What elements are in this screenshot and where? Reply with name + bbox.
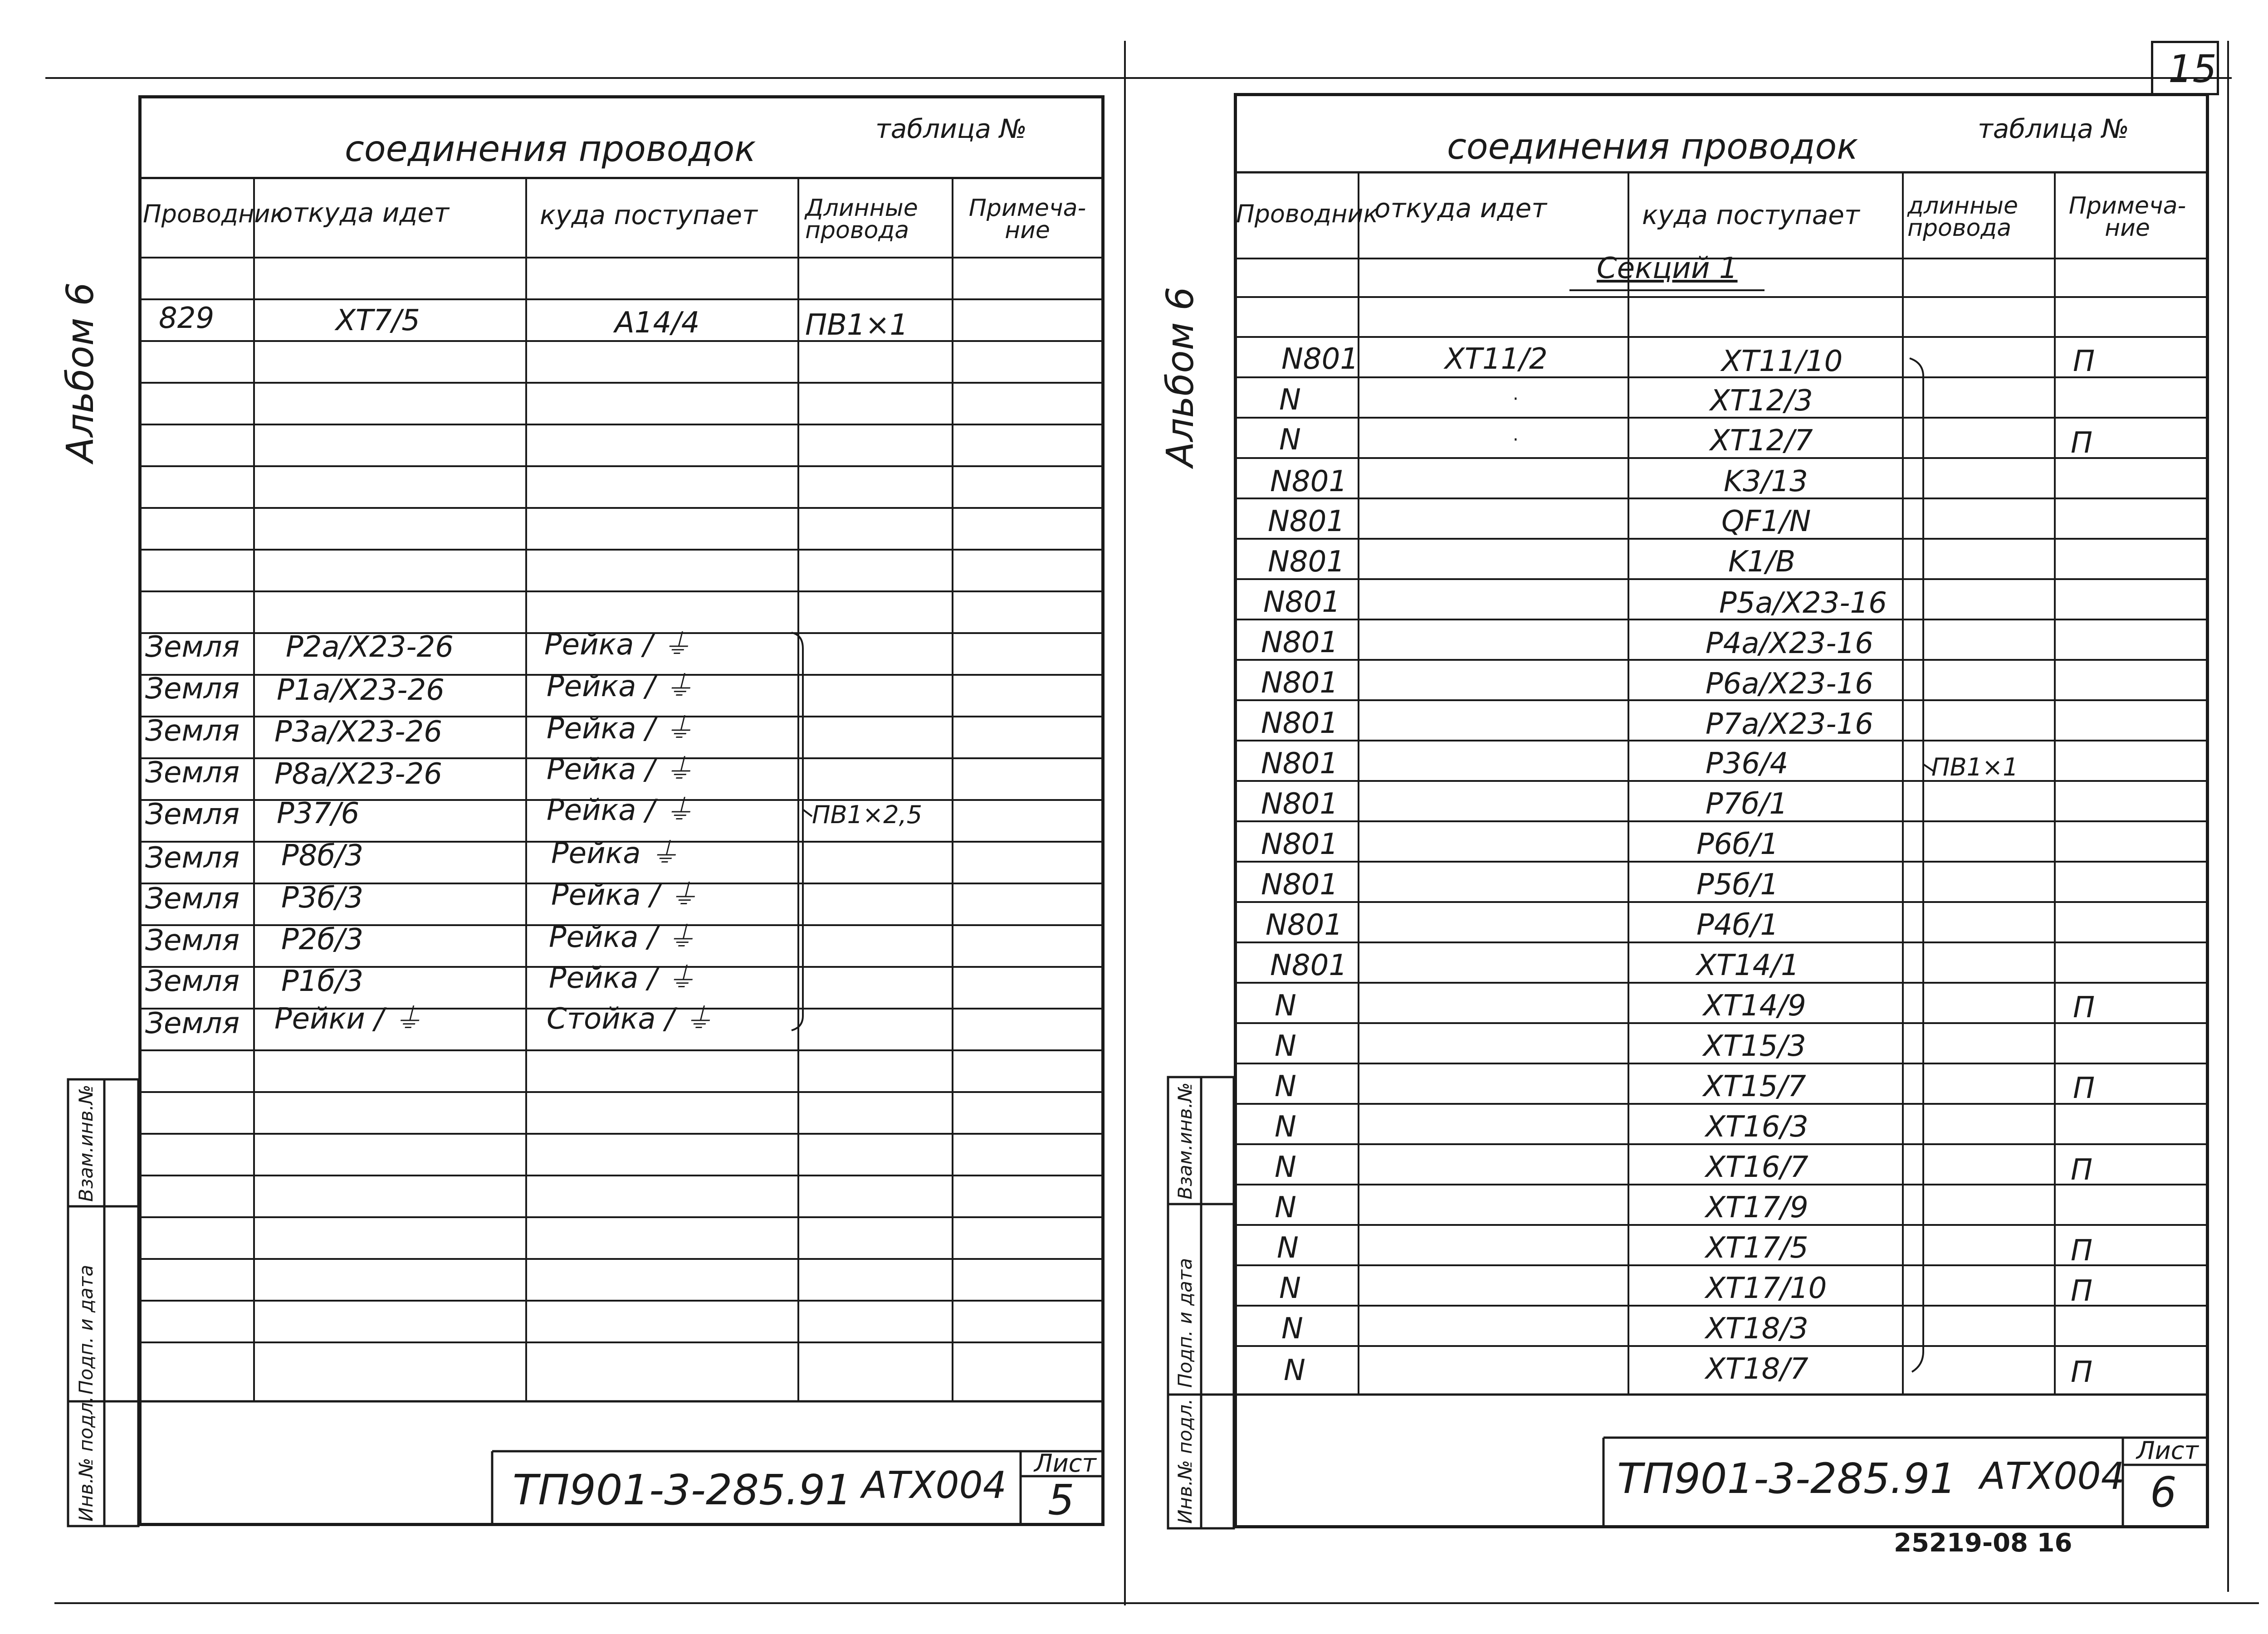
left-row-9-from: P1б/3 <box>281 965 364 998</box>
right-row-14-to: P4б/1 <box>1696 908 1779 942</box>
left-sheet-label: Лист <box>1034 1449 1096 1478</box>
left-row-7-to: Рейка / ⏚ <box>551 878 698 912</box>
right-row-17-wire: N <box>1275 1029 1296 1063</box>
left-stamp-code: ТП901-3-285.91 <box>513 1466 852 1514</box>
right-album-label: Альбом 6 <box>1159 287 1202 467</box>
left-stamp-signature: Подп. и дата <box>75 1264 97 1395</box>
right-row-15-wire: N801 <box>1270 949 1348 982</box>
right-row-21-wire: N <box>1275 1191 1296 1224</box>
right-row-18-to: XT15/7 <box>1703 1070 1806 1103</box>
left-row-10-wire: Земля <box>145 1007 240 1040</box>
left-row-6-to: Рейка ⏚ <box>551 837 679 870</box>
right-row-25-note: П <box>2071 1356 2093 1389</box>
left-row-0-to: A14/4 <box>615 306 700 340</box>
right-hdr-note: Примеча-ние <box>2068 192 2186 242</box>
right-sheet-label: Лист <box>2136 1436 2199 1465</box>
left-row-7-wire: Земля <box>145 882 240 916</box>
right-stamp-replaced: Взам.инв.№ <box>1174 1082 1196 1200</box>
right-row-12-wire: N801 <box>1261 828 1339 861</box>
right-row-11-to: P7б/1 <box>1706 787 1788 821</box>
right-row-4-wire: N801 <box>1268 505 1345 538</box>
right-row-15-to: XT14/1 <box>1696 949 1799 982</box>
right-row-0-from: XT11/2 <box>1445 342 1548 376</box>
left-row-3-to: Рейка / ⏚ <box>547 712 694 746</box>
left-row-1-to: Рейка / ⏚ <box>544 628 691 662</box>
right-sheet-number: 6 <box>2150 1468 2177 1517</box>
right-section-label: Секций 1 <box>1597 252 1738 285</box>
right-row-5-wire: N801 <box>1268 545 1345 579</box>
right-row-8-to: P6a/X23-16 <box>1706 667 1873 701</box>
left-hdr-to: куда поступает <box>540 200 758 230</box>
left-row-9-wire: Земля <box>145 965 240 998</box>
right-row-0-wire: N801 <box>1281 342 1359 376</box>
left-row-4-wire: Земля <box>145 756 240 790</box>
right-row-2-wire: N <box>1279 423 1301 457</box>
right-row-8-wire: N801 <box>1261 666 1339 700</box>
right-row-1-wire: N <box>1279 383 1301 417</box>
left-row-4-to: Рейка / ⏚ <box>547 753 694 786</box>
left-row-7-from: P3б/3 <box>281 881 364 915</box>
right-row-0-to: XT11/10 <box>1721 345 1843 378</box>
left-row-3-wire: Земля <box>145 714 240 748</box>
right-row-9-to: P7a/X23-16 <box>1706 707 1873 741</box>
right-stamp-signature: Подп. и дата <box>1174 1258 1196 1388</box>
right-hdr-wire: Проводник <box>1236 200 1378 228</box>
right-row-24-to: XT18/3 <box>1706 1312 1809 1346</box>
right-row-10-wire: N801 <box>1261 747 1339 780</box>
right-row-7-wire: N801 <box>1261 626 1339 659</box>
right-table-title: соединения проводок <box>1447 127 1858 167</box>
footer-archive-code: 25219-08 16 <box>1894 1528 2072 1558</box>
left-row-5-from: P37/6 <box>277 797 360 830</box>
left-sheet-number: 5 <box>1048 1476 1075 1524</box>
right-row-22-wire: N <box>1277 1231 1299 1265</box>
right-row-25-to: XT18/7 <box>1706 1352 1809 1386</box>
left-row-1-from: P2a/X23-26 <box>286 630 454 664</box>
left-row-0-from: XT7/5 <box>336 304 420 337</box>
left-hdr-wire: Проводник <box>143 200 285 228</box>
right-stamp-code: ТП901-3-285.91 <box>1617 1454 1956 1503</box>
right-hdr-length: длинные провода <box>1907 192 2019 242</box>
right-stamp-original: Инв.№ подл. <box>1174 1398 1196 1524</box>
left-row-2-wire: Земля <box>145 672 240 706</box>
right-row-20-to: XT16/7 <box>1706 1151 1809 1184</box>
left-table-label: таблица № <box>875 113 1027 144</box>
right-row-22-note: П <box>2071 1234 2093 1268</box>
right-row-18-wire: N <box>1275 1070 1296 1103</box>
left-hdr-note: Примеча-ние <box>968 195 1086 244</box>
right-row-22-to: XT17/5 <box>1706 1231 1809 1265</box>
left-hdr-length: Длинные провода <box>805 195 918 244</box>
right-row-4-to: QF1/N <box>1721 505 1811 538</box>
left-row-5-wire: Земля <box>145 798 240 831</box>
right-row-3-to: K3/13 <box>1724 465 1808 498</box>
left-row-10-to: Стойка / ⏚ <box>547 1002 713 1036</box>
right-stamp-doc: АТХ004 <box>1980 1455 2125 1498</box>
left-row-1-wire: Земля <box>145 630 240 664</box>
right-row-16-wire: N <box>1275 989 1296 1023</box>
left-row-10-from: Рейки / ⏚ <box>274 1002 423 1036</box>
right-row-5-to: K1/B <box>1728 545 1796 579</box>
right-row-19-wire: N <box>1275 1110 1296 1144</box>
left-row-5-length: ПВ1×2,5 <box>812 800 923 829</box>
right-row-6-to: P5a/X23-16 <box>1719 586 1887 620</box>
left-table-title: соединения проводок <box>345 129 756 170</box>
right-row-14-wire: N801 <box>1266 908 1343 942</box>
right-row-1-to: XT12/3 <box>1710 384 1813 418</box>
right-row-24-wire: N <box>1281 1312 1303 1346</box>
right-row-2-to: XT12/7 <box>1710 424 1813 458</box>
right-row-1-from-dot: · <box>1513 389 1519 410</box>
left-row-8-wire: Земля <box>145 924 240 957</box>
left-row-8-from: P2б/3 <box>281 923 364 956</box>
left-album-label: Альбом 6 <box>59 282 102 463</box>
left-stamp-original: Инв.№ подл. <box>75 1396 97 1522</box>
right-bracket-label: ПВ1×1 <box>1931 753 2019 781</box>
left-row-3-from: P3a/X23-26 <box>274 715 442 749</box>
right-hdr-to: куда поступает <box>1642 200 1860 230</box>
left-stamp-replaced: Взам.инв.№ <box>75 1084 97 1202</box>
right-row-0-note: П <box>2073 345 2095 378</box>
corner-page-number: 15 <box>2168 47 2217 91</box>
right-row-12-to: P6б/1 <box>1696 828 1779 861</box>
right-row-20-wire: N <box>1275 1151 1296 1184</box>
right-row-21-to: XT17/9 <box>1706 1191 1809 1224</box>
right-row-17-to: XT15/3 <box>1703 1029 1806 1063</box>
left-row-6-from: P8б/3 <box>281 839 364 873</box>
right-row-18-note: П <box>2073 1072 2095 1105</box>
left-hdr-from: откуда идет <box>277 197 449 228</box>
right-row-10-to: P36/4 <box>1706 747 1789 780</box>
left-row-0-length: ПВ1×1 <box>805 308 909 342</box>
right-row-19-to: XT16/3 <box>1706 1110 1809 1144</box>
right-row-2-note: П <box>2071 426 2093 460</box>
right-row-3-wire: N801 <box>1270 465 1348 498</box>
right-row-9-wire: N801 <box>1261 707 1339 740</box>
right-hdr-from: откуда идет <box>1374 193 1547 224</box>
left-row-5-to: Рейка / ⏚ <box>547 794 694 827</box>
right-row-23-note: П <box>2071 1274 2093 1308</box>
right-table-label: таблица № <box>1978 113 2129 144</box>
right-row-2-from-dot: · <box>1513 429 1519 450</box>
left-row-6-wire: Земля <box>145 841 240 875</box>
right-row-25-wire: N <box>1284 1354 1305 1387</box>
right-row-6-wire: N801 <box>1263 585 1341 619</box>
right-row-16-note: П <box>2073 991 2095 1024</box>
left-row-9-to: Рейка / ⏚ <box>549 961 696 995</box>
left-row-4-from: P8a/X23-26 <box>274 757 442 791</box>
left-row-8-to: Рейка / ⏚ <box>549 921 696 954</box>
left-row-0-wire: 829 <box>159 302 215 335</box>
right-row-13-wire: N801 <box>1261 868 1339 902</box>
right-row-16-to: XT14/9 <box>1703 989 1806 1023</box>
right-row-11-wire: N801 <box>1261 787 1339 821</box>
right-row-23-wire: N <box>1279 1272 1301 1305</box>
left-stamp-doc: АТХ004 <box>862 1464 1007 1507</box>
left-row-2-to: Рейка / ⏚ <box>547 670 694 703</box>
right-row-20-note: П <box>2071 1153 2093 1187</box>
left-row-2-from: P1a/X23-26 <box>277 673 445 707</box>
right-row-23-to: XT17/10 <box>1706 1272 1827 1305</box>
right-row-7-to: P4a/X23-16 <box>1706 627 1873 660</box>
right-row-13-to: P5б/1 <box>1696 868 1779 902</box>
